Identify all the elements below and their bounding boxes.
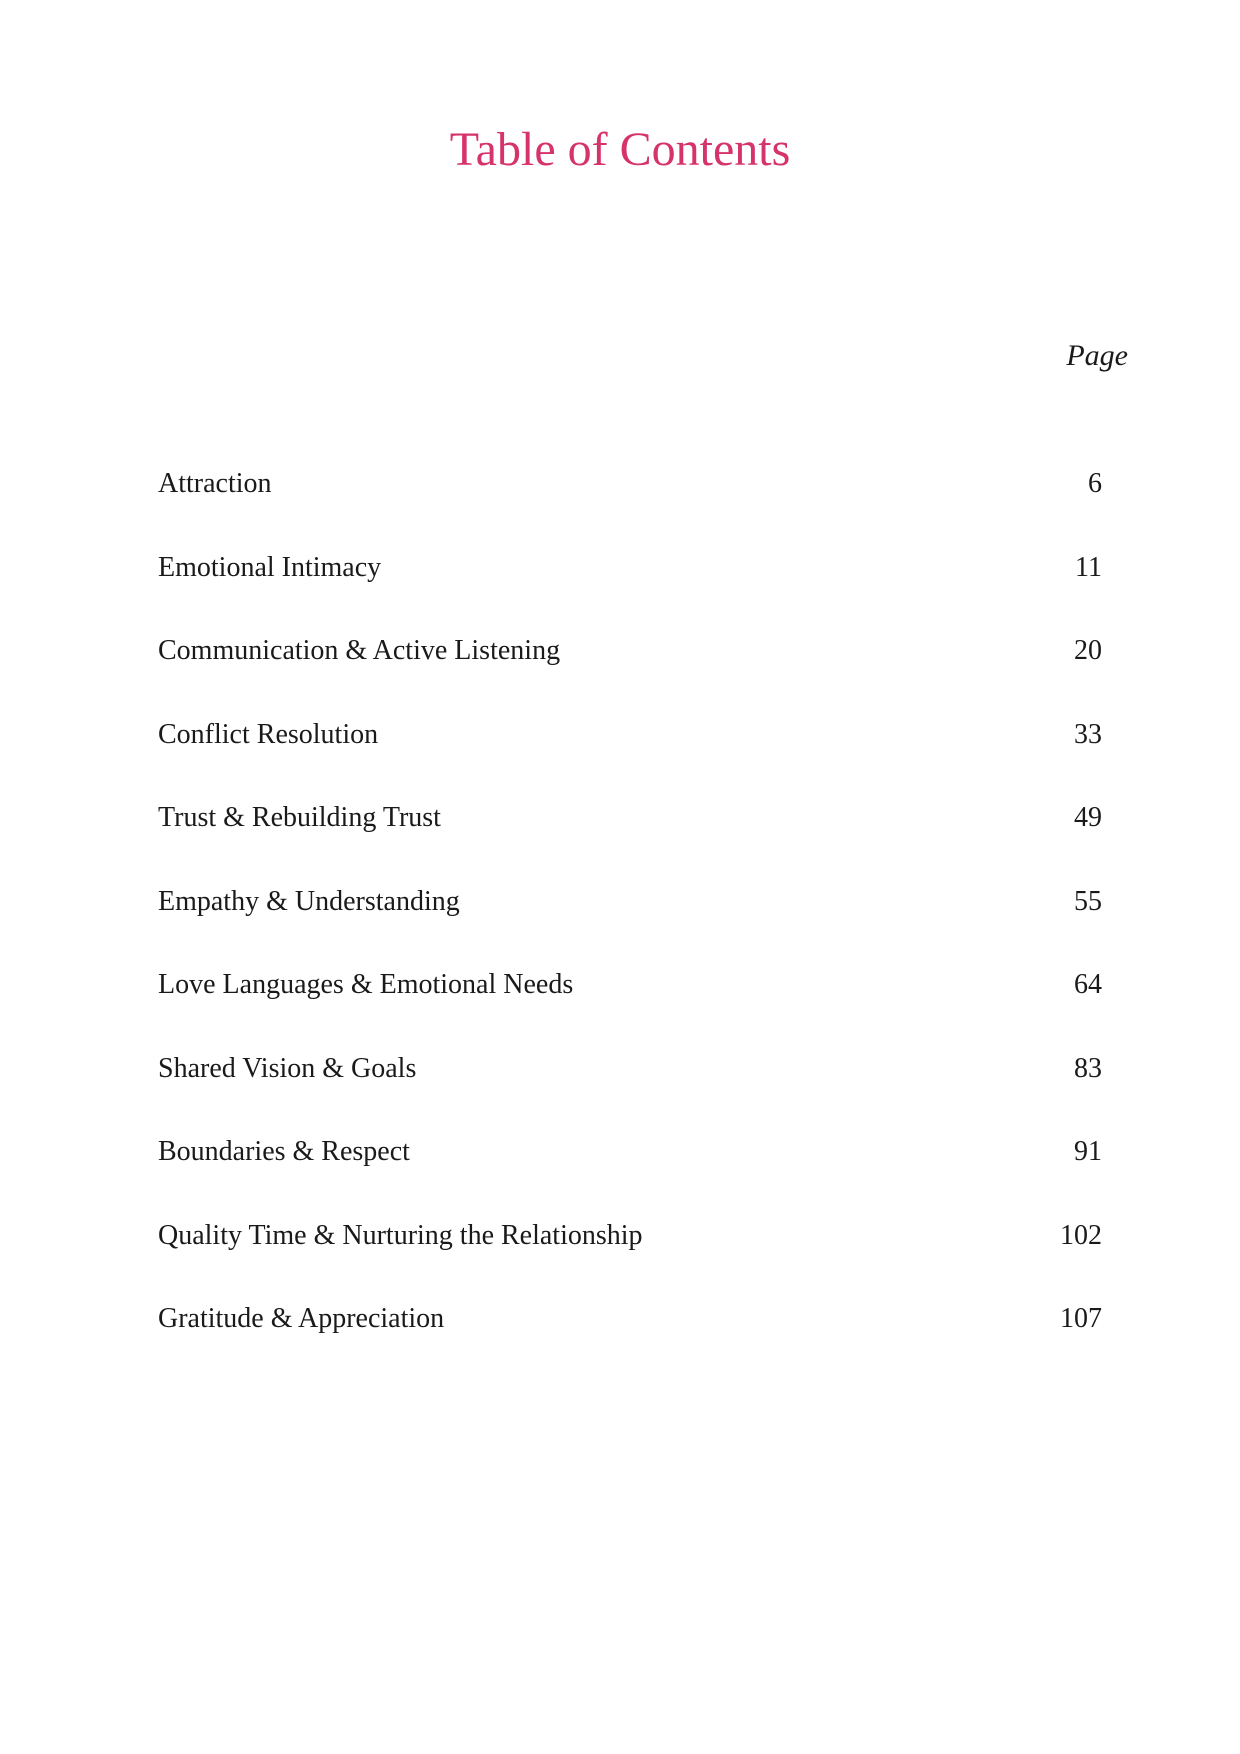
toc-entry-page: 33 bbox=[1074, 718, 1102, 750]
toc-entry-title: Gratitude & Appreciation bbox=[158, 1303, 445, 1334]
toc-entry-page: 91 bbox=[1074, 1136, 1102, 1167]
toc-entry[interactable] bbox=[158, 1132, 1102, 1216]
toc-entry-title: Empathy & Understanding bbox=[158, 885, 460, 917]
toc-entry-title: Emotional Intimacy bbox=[158, 551, 382, 583]
toc-entry-title: Quality Time & Nurturing the Relationship bbox=[158, 1219, 643, 1251]
toc-entry-page: 64 bbox=[1074, 969, 1102, 1000]
toc-entry-title: Shared Vision & Goals bbox=[158, 1052, 417, 1084]
toc-entry-page: 6 bbox=[1088, 468, 1102, 499]
toc-entry[interactable] bbox=[158, 882, 1102, 966]
toc-entry-page: 11 bbox=[1075, 551, 1102, 583]
toc-entry-title: Trust & Rebuilding Trust bbox=[158, 802, 441, 833]
toc-entry[interactable] bbox=[158, 715, 1102, 799]
toc-entry-page: 55 bbox=[1074, 885, 1102, 917]
page-title: Table of Contents bbox=[449, 123, 791, 176]
toc-entry[interactable] bbox=[158, 548, 1102, 632]
page-column-label: Page bbox=[1066, 339, 1128, 372]
toc-list bbox=[158, 464, 1102, 1383]
toc-entry-page: 107 bbox=[1060, 1303, 1102, 1334]
toc-entry[interactable] bbox=[158, 1049, 1102, 1133]
toc-entry[interactable] bbox=[158, 798, 1102, 882]
toc-entry-title: Communication & Active Listening bbox=[158, 635, 561, 666]
toc-entry-page: 83 bbox=[1074, 1052, 1102, 1084]
toc-entry-page: 20 bbox=[1074, 635, 1102, 666]
toc-entry[interactable] bbox=[158, 965, 1102, 1049]
toc-entry[interactable] bbox=[158, 464, 1102, 548]
toc-entry-title: Love Languages & Emotional Needs bbox=[158, 969, 574, 1000]
toc-entry-title: Attraction bbox=[158, 468, 272, 499]
toc-entry-page: 102 bbox=[1060, 1219, 1102, 1251]
toc-entry[interactable] bbox=[158, 1216, 1102, 1300]
toc-entry-page: 49 bbox=[1074, 802, 1102, 833]
toc-entry-title: Conflict Resolution bbox=[158, 718, 379, 750]
toc-entry[interactable] bbox=[158, 631, 1102, 715]
toc-entry[interactable] bbox=[158, 1299, 1102, 1383]
toc-entry-title: Boundaries & Respect bbox=[158, 1136, 410, 1167]
